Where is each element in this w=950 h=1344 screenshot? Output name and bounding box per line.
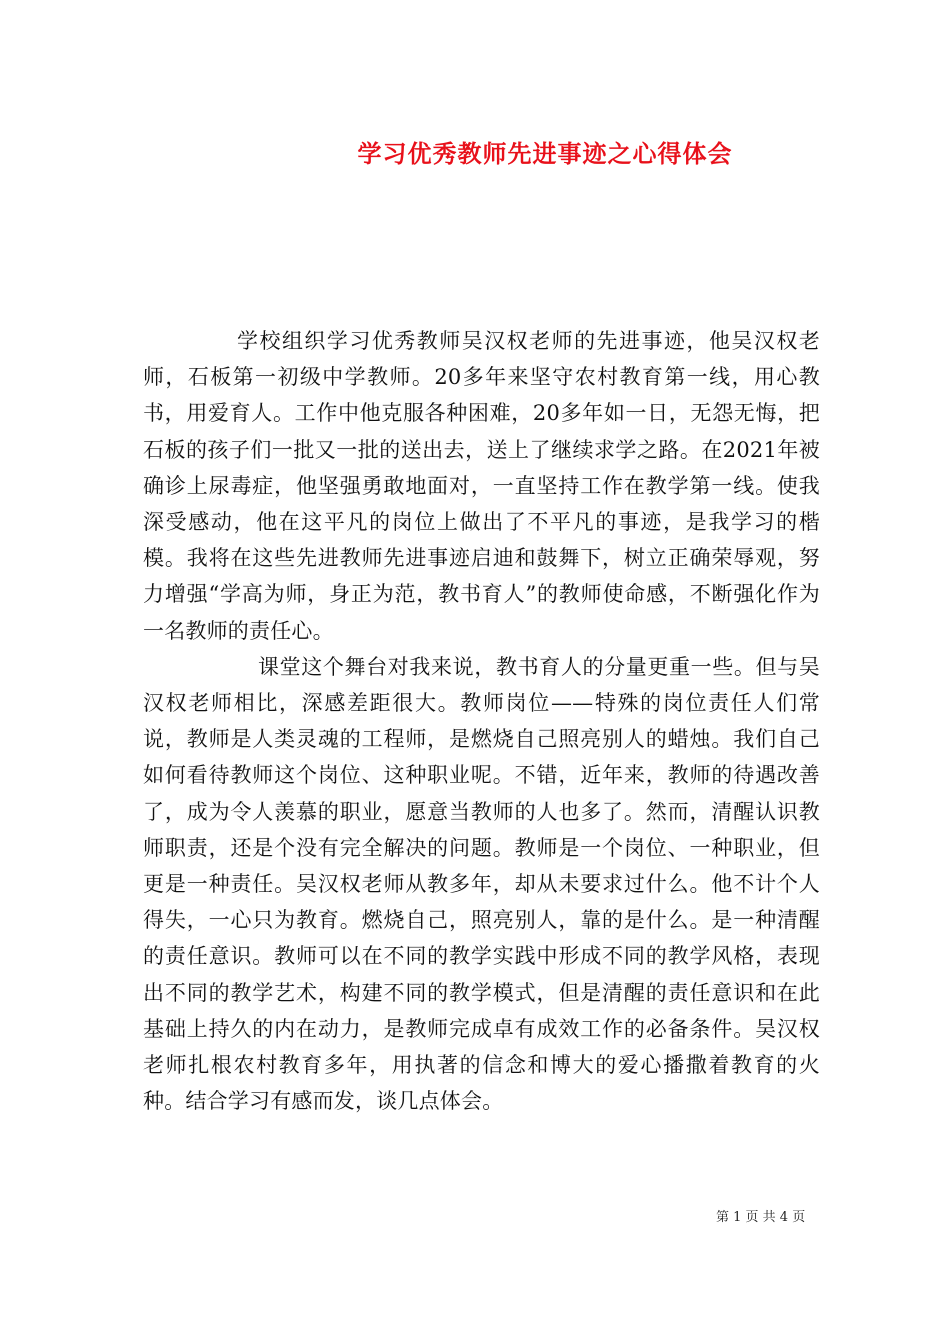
paragraph-1: 学校组织学习优秀教师吴汉权老师的先进事迹，他吴汉权老师，石板第一初级中学教师。20多年来坚守农村教育第一线，用心教书，用爱育人。工作中他克服各种困难，20多年如一日，无怨无悔，把石板的孩子们一批又一批的送出去，送上了继续求学之路。在2021年被确诊上尿毒症，他坚强勇敢地面对，一直坚持工作在教学第一线。使我深受感动，他在这平凡的岗位上做出了不平凡的事迹，是我学习的楷模。我将在这些先进教师先进事迹启迪和鼓舞下，树立正确荣辱观，努力增强“学高为师，身正为范，教书育人”的教师使命感，不断强化作为一名教师的责任心。 xyxy=(143,329,820,643)
document-body xyxy=(143,323,820,1119)
page-number-footer: 第 1 页 共 4 页 xyxy=(716,1210,806,1225)
paragraph-2: 课堂这个舞台对我来说，教书育人的分量更重一些。但与吴汉权老师相比，深感差距很大。教师岗位——特殊的岗位责任人们常说，教师是人类灵魂的工程师，是燃烧自己照亮别人的蜡烛。我们自己如何看待教师这个岗位、这种职业呢。不错，近年来，教师的待遇改善了，成为令人羡慕的职业，愿意当教师的人也多了。然而，清醒认识教师职责，还是个没有完全解决的问题。教师是一个岗位、一种职业，但更是一种责任。吴汉权老师从教多年，却从未要求过什么。他不计个人得失，一心只为教育。燃烧自己，照亮别人，靠的是什么。是一种清醒的责任意识。教师可以在不同的教学实践中形成不同的教学风格，表现出不同的教学艺术，构建不同的教学模式，但是清醒的责任意识和在此基础上持久的内在动力，是教师完成卓有成效工作的必备条件。吴汉权老师扎根农村教育多年，用执著的信念和博大的爱心播撒着教育的火种。结合学习有感而发，谈几点体会。 xyxy=(143,654,820,1114)
document-title: 学习优秀教师先进事迹之心得体会 xyxy=(357,139,733,168)
